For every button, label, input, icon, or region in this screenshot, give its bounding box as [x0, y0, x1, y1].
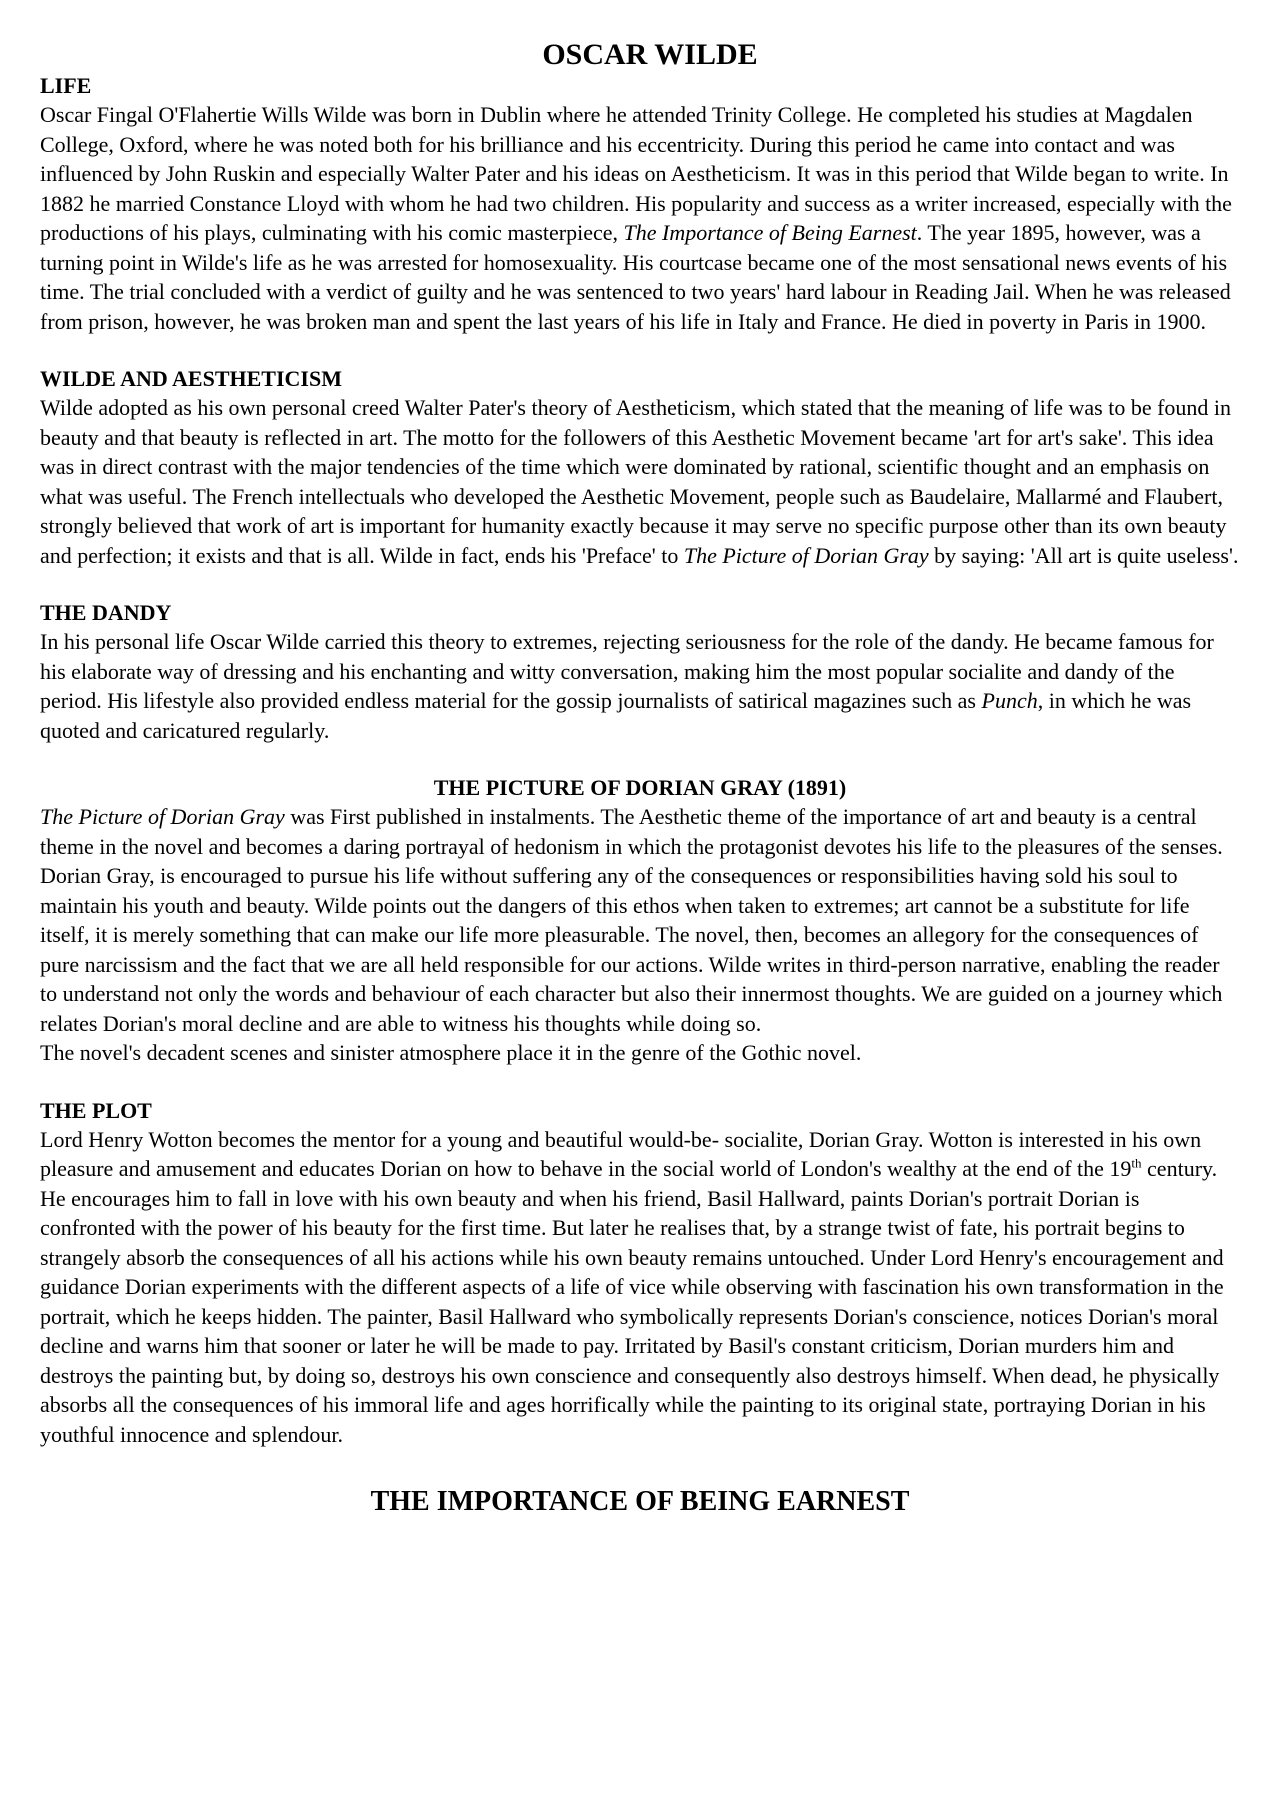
- spacer: [40, 745, 1240, 774]
- section-heading-aestheticism: WILDE AND AESTHETICISM: [40, 366, 342, 391]
- text-segment: Oscar Fingal O'Flahertie Wills Wilde was born in Dublin where he attended Trinity College. He completed his studies at Magdalen College, Oxford, where he was noted both for his brilliance and his eccentricity. During this period he came into contact and was influenced by John Ruskin and especially Walter Pater and his ideas on Aestheticism. It was in this period that Wilde began to write. In 1882 he married Constance Lloyd with whom he had two children. His popularity and success as a writer increased, especially with the productions of his plays, culminating with his comic masterpiece,: [40, 102, 1232, 245]
- spacer: [40, 570, 1240, 599]
- text-segment: Lord Henry Wotton becomes the mentor for a young and beautiful would-be- socialite, Dorian Gray. Wotton is interested in his own pleasure and amusement and educates Dorian on how to behave in the social world of London's wealthy at the end of the 19: [40, 1126, 1202, 1181]
- book-title: The Picture of Dorian Gray: [40, 804, 285, 829]
- section-heading-dandy: THE DANDY: [40, 600, 172, 625]
- paragraph-life: [40, 100, 1240, 336]
- section-aestheticism: [40, 365, 1240, 570]
- magazine-title: Punch: [981, 688, 1038, 713]
- page-title: OSCAR WILDE: [542, 38, 758, 71]
- spacer: [40, 1068, 1240, 1097]
- text-segment: was First published in instalments. The Aesthetic theme of the importance of art and beauty is a central theme in the novel and becomes a daring portrayal of hedonism in which the protagonist devotes his life to the pleasures of the senses. Dorian Gray, is encouraged to pursue his life without suffering any of the consequences or responsibilities having sold his soul to maintain his youth and beauty. Wilde points out the dangers of this ethos when taken to extremes; art cannot be a substitute for life itself, it is merely something that can make our life more pleasurable. The novel, then, becomes an allegory for the consequences of pure narcissism and the fact that we are all held responsible for our actions. Wilde writes in third-person narrative, enabling the reader to understand not only the words and behaviour of each character but also their innermost thoughts. We are guided on a journey which relates Dorian's moral decline and are able to witness his thoughts while doing so.: [40, 804, 1223, 1036]
- book-title: The Importance of Being Earnest: [623, 220, 917, 245]
- section-heading-dorian-gray: THE PICTURE OF DORIAN GRAY (1891): [433, 775, 847, 800]
- text-segment: Wilde adopted as his own personal creed Walter Pater's theory of Aestheticism, which stated that the meaning of life was to be found in beauty and that beauty is reflected in art. The motto for the followers of this Aesthetic Movement became 'art for art's sake'. This idea was in direct contrast with the major tendencies of the time which were dominated by rational, scientific thought and an emphasis on what was useful. The French intellectuals who developed the Aesthetic Movement, people such as Baudelaire, Mallarmé and Flaubert, strongly believed that work of art is important for humanity exactly because it may serve no specific purpose other than its own beauty and perfection; it exists and that is all. Wilde in fact, ends his 'Preface' to: [40, 395, 1232, 568]
- text-segment: by saying: 'All art is quite useless'.: [928, 542, 1239, 568]
- text-segment: . The year 1895, however, was a turning point in Wilde's life as he was arrested for homosexuality. His courtcase became one of the most sensational news events of his time. The trial concluded with a verdict of guilty and he was sentenced to two years' hard labour in Reading Jail. When he was released from prison, however, he was broken man and spent the last years of his life in Italy and France. He died in poverty in Paris in 1900.: [40, 220, 1231, 334]
- section-plot: [40, 1097, 1240, 1450]
- paragraph-plot: [40, 1125, 1240, 1450]
- paragraph-aestheticism: [40, 393, 1240, 570]
- paragraph-dandy: [40, 627, 1240, 745]
- section-dandy: [40, 599, 1240, 745]
- spacer: [40, 336, 1240, 365]
- paragraph-dorian-gray-genre: The novel's decadent scenes and sinister atmosphere place it in the genre of the Gothic novel.: [40, 1040, 862, 1065]
- section-heading-plot: THE PLOT: [40, 1097, 152, 1123]
- text-segment: , in which he was quoted and caricatured regularly.: [40, 688, 1192, 743]
- text-segment: century. He encourages him to fall in love with his own beauty and when his friend, Basil Hallward, paints Dorian's portrait Dorian is confronted with the power of his beauty for the first time. But later he realises that, by a strange twist of fate, his portrait begins to strangely absorb the consequences of all his actions while his own beauty remains untouched. Under Lord Henry's encouragement and guidance Dorian experiments with the different aspects of a life of vice while observing with fascination his own transformation in the portrait, which he keeps hidden. The painter, Basil Hallward who symbolically represents Dorian's conscience, notices Dorian's moral decline and warns him that sooner or later he will be made to pay. Irritated by Basil's constant criticism, Dorian murders him and destroys the painting but, by doing so, destroys his own conscience and consequently also destroys himself. When dead, he physically absorbs all the consequences of his immoral life and ages horrifically while the painting to its original state, portraying Dorian in his youthful innocence and splendour.: [40, 1156, 1224, 1447]
- superscript: th: [1131, 1155, 1142, 1171]
- book-title: The Picture of Dorian Gray: [683, 542, 929, 568]
- text-segment: In his personal life Oscar Wilde carried this theory to extremes, rejecting seriousness for the role of the dandy. He became famous for his elaborate way of dressing and his enchanting and witty conversation, making him the most popular socialite and dandy of the period. His lifestyle also provided endless material for the gossip journalists of satirical magazines such as: [40, 629, 1214, 713]
- section-life: [40, 72, 1240, 336]
- paragraph-dorian-gray: [40, 802, 1240, 1038]
- section-heading-life: LIFE: [40, 73, 92, 98]
- section-dorian-gray: [40, 774, 1240, 1068]
- section-title-earnest: THE IMPORTANCE OF BEING EARNEST: [370, 1486, 910, 1517]
